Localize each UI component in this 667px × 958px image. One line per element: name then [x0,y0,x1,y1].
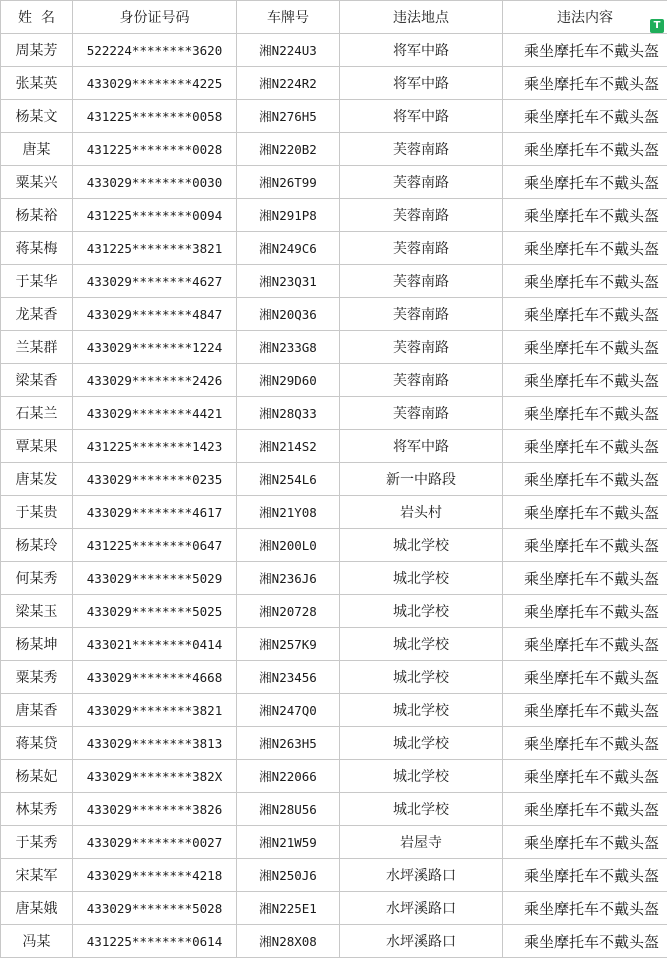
table-row [1,430,667,463]
cell-location: 水坪溪路口 [340,925,503,958]
cell-location: 城北学校 [340,595,503,628]
table-row [1,232,667,265]
cell-location: 城北学校 [340,628,503,661]
cell-name: 于某华 [1,265,73,298]
cell-location: 芙蓉南路 [340,265,503,298]
cell-id-number: 433029********0030 [73,166,237,199]
cell-content: 乘坐摩托车不戴头盔 [503,892,667,925]
cell-plate: 湘N200L0 [237,529,340,562]
table-row [1,760,667,793]
cell-plate: 湘N23456 [237,661,340,694]
cell-id-number: 431225********1423 [73,430,237,463]
cell-id-number: 433029********5025 [73,595,237,628]
table-row [1,397,667,430]
cell-location: 城北学校 [340,727,503,760]
cell-name: 杨某妃 [1,760,73,793]
cell-plate: 湘N225E1 [237,892,340,925]
cell-name: 于某秀 [1,826,73,859]
cell-plate: 湘N257K9 [237,628,340,661]
cell-plate: 湘N214S2 [237,430,340,463]
table-row [1,892,667,925]
cell-location: 城北学校 [340,562,503,595]
cell-name: 周某芳 [1,34,73,67]
cell-location: 芙蓉南路 [340,199,503,232]
cell-plate: 湘N26T99 [237,166,340,199]
cell-name: 蒋某贷 [1,727,73,760]
cell-name: 杨某坤 [1,628,73,661]
table-row [1,265,667,298]
cell-content: 乘坐摩托车不戴头盔 [503,133,667,166]
cell-id-number: 433029********0027 [73,826,237,859]
cell-plate: 湘N28Q33 [237,397,340,430]
cell-plate: 湘N20728 [237,595,340,628]
cell-name: 覃某果 [1,430,73,463]
cell-name: 石某兰 [1,397,73,430]
cell-id-number: 431225********0614 [73,925,237,958]
cell-id-number: 433029********4421 [73,397,237,430]
cell-plate: 湘N220B2 [237,133,340,166]
cell-id-number: 433029********5029 [73,562,237,595]
cell-content: 乘坐摩托车不戴头盔 [503,529,667,562]
cell-content: 乘坐摩托车不戴头盔 [503,826,667,859]
cell-plate: 湘N22066 [237,760,340,793]
cell-name: 林某秀 [1,793,73,826]
table-row [1,100,667,133]
cell-plate: 湘N249C6 [237,232,340,265]
cell-location: 水坪溪路口 [340,892,503,925]
table-row [1,298,667,331]
cell-name: 冯某 [1,925,73,958]
cell-plate: 湘N28X08 [237,925,340,958]
header-location: 违法地点 [340,1,503,34]
cell-plate: 湘N21W59 [237,826,340,859]
cell-name: 梁某香 [1,364,73,397]
cell-content: 乘坐摩托车不戴头盔 [503,298,667,331]
cell-location: 岩屋寺 [340,826,503,859]
cell-plate: 湘N263H5 [237,727,340,760]
cell-location: 水坪溪路口 [340,859,503,892]
cell-location: 芙蓉南路 [340,133,503,166]
cell-name: 杨某玲 [1,529,73,562]
cell-content: 乘坐摩托车不戴头盔 [503,925,667,958]
cell-content: 乘坐摩托车不戴头盔 [503,694,667,727]
table-row [1,34,667,67]
cell-name: 龙某香 [1,298,73,331]
header-content [503,1,667,34]
cell-location: 城北学校 [340,529,503,562]
table-row [1,628,667,661]
table-row [1,727,667,760]
cell-location: 城北学校 [340,760,503,793]
cell-plate: 湘N20Q36 [237,298,340,331]
cell-content: 乘坐摩托车不戴头盔 [503,67,667,100]
cell-id-number: 433029********4218 [73,859,237,892]
cell-name: 粟某秀 [1,661,73,694]
cell-content: 乘坐摩托车不戴头盔 [503,727,667,760]
cell-location: 芙蓉南路 [340,166,503,199]
cell-content: 乘坐摩托车不戴头盔 [503,628,667,661]
header-id: 身份证号码 [73,1,237,34]
cell-location: 芙蓉南路 [340,331,503,364]
cell-plate: 湘N291P8 [237,199,340,232]
cell-content: 乘坐摩托车不戴头盔 [503,397,667,430]
table-row [1,562,667,595]
cell-plate: 湘N250J6 [237,859,340,892]
cell-id-number: 433029********2426 [73,364,237,397]
table-row [1,364,667,397]
table-row [1,595,667,628]
table-row [1,67,667,100]
cell-location: 将军中路 [340,67,503,100]
table-row [1,859,667,892]
header-row [1,1,667,34]
cell-content: 乘坐摩托车不戴头盔 [503,265,667,298]
cell-content: 乘坐摩托车不戴头盔 [503,232,667,265]
cell-content: 乘坐摩托车不戴头盔 [503,562,667,595]
cell-location: 芙蓉南路 [340,397,503,430]
cell-content: 乘坐摩托车不戴头盔 [503,859,667,892]
table-row [1,694,667,727]
cell-name: 兰某群 [1,331,73,364]
cell-plate: 湘N276H5 [237,100,340,133]
cell-location: 将军中路 [340,100,503,133]
cell-location: 城北学校 [340,661,503,694]
table-row [1,661,667,694]
table-row [1,463,667,496]
cell-content: 乘坐摩托车不戴头盔 [503,793,667,826]
cell-name: 唐某 [1,133,73,166]
cell-name: 杨某文 [1,100,73,133]
cell-id-number: 433029********4668 [73,661,237,694]
cell-content: 乘坐摩托车不戴头盔 [503,430,667,463]
cell-location: 新一中路段 [340,463,503,496]
cell-location: 将军中路 [340,430,503,463]
cell-id-number: 433029********3813 [73,727,237,760]
cell-name: 宋某军 [1,859,73,892]
cell-id-number: 522224********3620 [73,34,237,67]
cell-name: 唐某娥 [1,892,73,925]
table-row [1,199,667,232]
cell-location: 岩头村 [340,496,503,529]
cell-location: 芙蓉南路 [340,232,503,265]
cell-plate: 湘N224R2 [237,67,340,100]
cell-name: 于某贵 [1,496,73,529]
cell-plate: 湘N254L6 [237,463,340,496]
cell-plate: 湘N23Q31 [237,265,340,298]
cell-location: 将军中路 [340,34,503,67]
cell-location: 城北学校 [340,694,503,727]
cell-location: 城北学校 [340,793,503,826]
cell-name: 何某秀 [1,562,73,595]
table-row [1,793,667,826]
cell-plate: 湘N28U56 [237,793,340,826]
cell-plate: 湘N29D60 [237,364,340,397]
cell-content: 乘坐摩托车不戴头盔 [503,34,667,67]
cell-content: 乘坐摩托车不戴头盔 [503,595,667,628]
cell-content: 乘坐摩托车不戴头盔 [503,100,667,133]
cell-name: 蒋某梅 [1,232,73,265]
table-row [1,826,667,859]
cell-name: 粟某兴 [1,166,73,199]
table-row [1,529,667,562]
cell-plate: 湘N236J6 [237,562,340,595]
cell-id-number: 431225********0094 [73,199,237,232]
table-row [1,166,667,199]
table-row [1,133,667,166]
cell-id-number: 433029********0235 [73,463,237,496]
cell-id-number: 431225********0028 [73,133,237,166]
table-row [1,331,667,364]
cell-id-number: 433029********382X [73,760,237,793]
cell-plate: 湘N224U3 [237,34,340,67]
cell-id-number: 433029********4627 [73,265,237,298]
cell-location: 芙蓉南路 [340,364,503,397]
cell-content: 乘坐摩托车不戴头盔 [503,199,667,232]
cell-id-number: 431225********3821 [73,232,237,265]
cell-name: 唐某香 [1,694,73,727]
header-content-label: 违法内容 [557,10,613,26]
cell-plate: 湘N247Q0 [237,694,340,727]
cell-id-number: 433029********4225 [73,67,237,100]
cell-id-number: 433029********1224 [73,331,237,364]
cell-content: 乘坐摩托车不戴头盔 [503,166,667,199]
cell-id-number: 433029********4847 [73,298,237,331]
cell-content: 乘坐摩托车不戴头盔 [503,463,667,496]
table-row [1,925,667,958]
cell-content: 乘坐摩托车不戴头盔 [503,760,667,793]
cell-content: 乘坐摩托车不戴头盔 [503,661,667,694]
text-tag-icon[interactable]: T [650,19,664,33]
cell-id-number: 433029********4617 [73,496,237,529]
header-name: 姓 名 [1,1,73,34]
cell-id-number: 433029********3821 [73,694,237,727]
cell-plate: 湘N21Y08 [237,496,340,529]
header-plate: 车牌号 [237,1,340,34]
cell-id-number: 431225********0647 [73,529,237,562]
cell-name: 杨某裕 [1,199,73,232]
cell-id-number: 433029********3826 [73,793,237,826]
cell-name: 唐某发 [1,463,73,496]
cell-name: 梁某玉 [1,595,73,628]
cell-content: 乘坐摩托车不戴头盔 [503,496,667,529]
cell-plate: 湘N233G8 [237,331,340,364]
cell-id-number: 433021********0414 [73,628,237,661]
cell-location: 芙蓉南路 [340,298,503,331]
table-row [1,496,667,529]
cell-name: 张某英 [1,67,73,100]
cell-id-number: 431225********0058 [73,100,237,133]
cell-id-number: 433029********5028 [73,892,237,925]
cell-content: 乘坐摩托车不戴头盔 [503,364,667,397]
cell-content: 乘坐摩托车不戴头盔 [503,331,667,364]
